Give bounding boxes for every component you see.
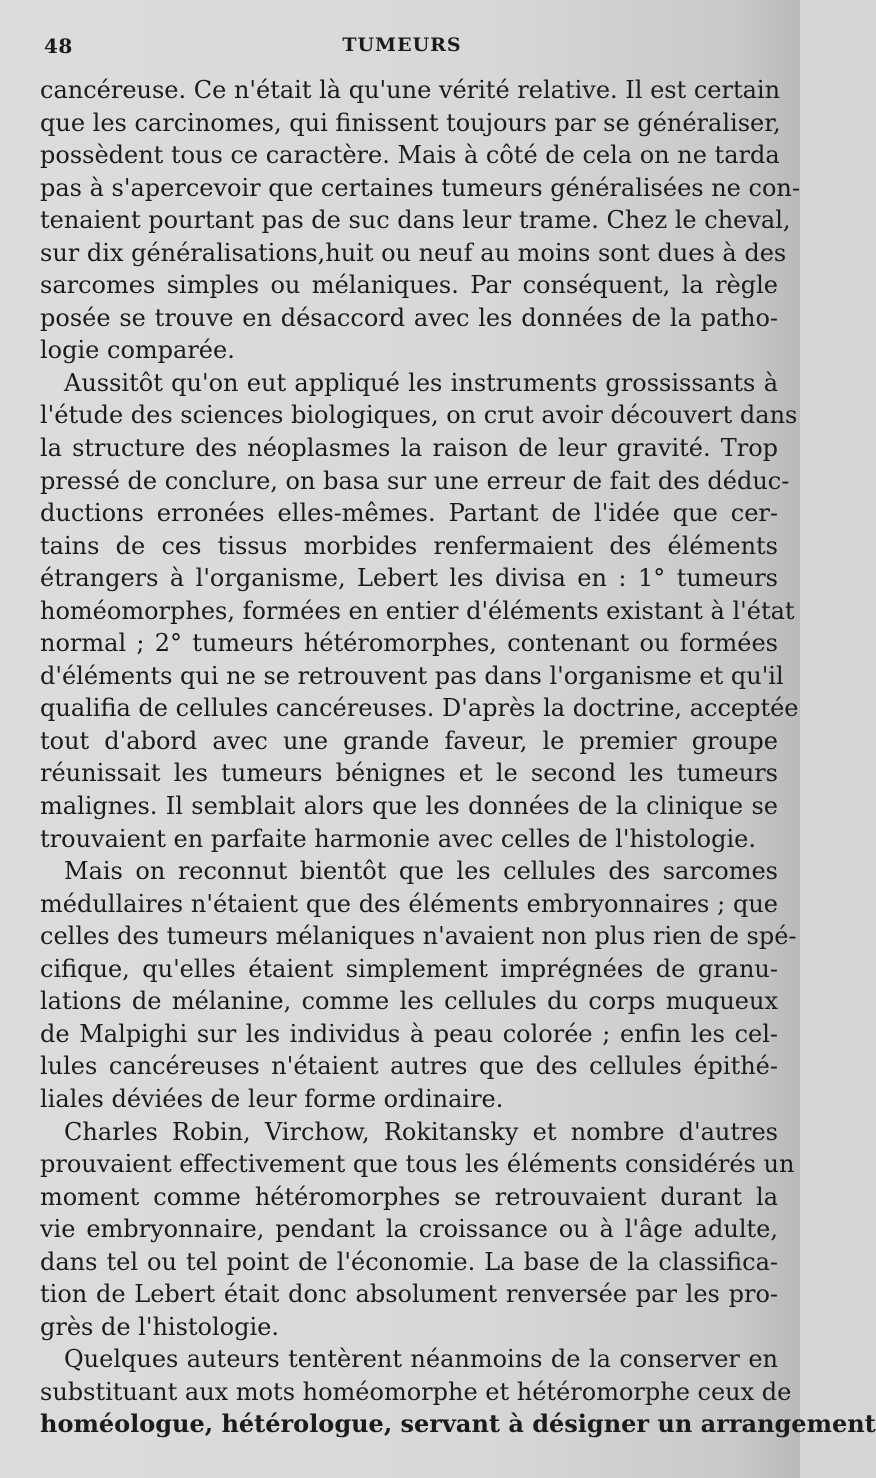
running-title: TUMEURS [342,34,462,56]
text-line: lules cancéreuses n'étaient autres que des cellules épithé- [40,1052,778,1081]
text-line: sur dix généralisations,huit ou neuf au moins sont dues à des [40,238,787,267]
text-line: homéomorphes, formées en entier d'éléments existant à l'état [40,596,795,625]
text-line: Mais on reconnut bientôt que les cellules des sarcomes [64,857,778,886]
text-line: moment comme hétéromorphes se retrouvaient durant la [40,1182,778,1211]
text-line: posée se trouve en désaccord avec les données de la patho- [40,303,778,332]
text-line: d'éléments qui ne se retrouvent pas dans l'organisme et qu'il [40,661,784,690]
text-line: possèdent tous ce caractère. Mais à côté de cela on ne tarda [40,141,780,170]
text-line: cifique, qu'elles étaient simplement imprégnées de granu- [40,954,778,983]
text-line: médullaires n'étaient que des éléments embryonnaires ; que [40,889,778,918]
text-line: vie embryonnaire, pendant la croissance ou à l'âge adulte, [40,1215,778,1244]
bold-term-rest: servant à désigner un arrangement [392,1409,876,1439]
text-line: dans tel ou tel point de l'économie. La base de la classifica- [40,1247,778,1276]
text-line: de Malpighi sur les individus à peau colorée ; enfin les cel- [40,1019,778,1048]
text-line: Aussitôt qu'on eut appliqué les instruments grossissants à [64,368,778,397]
text-line: pressé de conclure, on basa sur une erreur de fait des déduc- [40,466,790,495]
page-number: 48 [44,34,73,58]
text-line: tenaient pourtant pas de suc dans leur trame. Chez le cheval, [40,206,791,235]
text-line: Charles Robin, Virchow, Rokitansky et nombre d'autres [64,1117,778,1146]
text-line: étrangers à l'organisme, Lebert les divisa en : 1° tumeurs [40,564,778,593]
text-line: normal ; 2° tumeurs hétéromorphes, contenant ou formées [40,629,778,658]
text-line: prouvaient effectivement que tous les éléments considérés un [40,1150,795,1179]
text-line: l'étude des sciences biologiques, on crut avoir découvert dans [40,401,798,430]
text-line: tion de Lebert était donc absolument renversée par les pro- [40,1280,778,1309]
text-line: tains de ces tissus morbides renfermaient des éléments [40,531,778,560]
text-line: celles des tumeurs mélaniques n'avaient non plus rien de spé- [40,922,797,951]
text-line: cancéreuse. Ce n'était là qu'une vérité relative. Il est certain [40,76,781,104]
text-line: réunissait les tumeurs bénignes et le second les tumeurs [40,759,778,788]
text-line: malignes. Il semblait alors que les données de la clinique se [40,792,778,821]
text-line: logie comparée. [40,336,235,365]
text-line [40,1408,876,1441]
body-text [40,74,876,1441]
text-line: sarcomes simples ou mélaniques. Par conséquent, la règle [40,271,778,300]
text-line: qualifia de cellules cancéreuses. D'après la doctrine, acceptée [40,694,799,723]
text-line: Quelques auteurs tentèrent néanmoins de la conserver en [64,1345,778,1374]
bold-term: homéologue, hétérologue, [40,1409,393,1439]
text-line: liales déviées de leur forme ordinaire. [40,1084,504,1113]
text-line: pas à s'apercevoir que certaines tumeurs généralisées ne con- [40,173,800,202]
text-line: la structure des néoplasmes la raison de leur gravité. Trop [40,434,778,463]
text-line: substituant aux mots homéomorphe et hétéromorphe ceux de [40,1377,792,1406]
text-line: grès de l'histologie. [40,1312,279,1341]
text-line: lations de mélanine, comme les cellules du corps muqueux [40,987,778,1016]
text-line: ductions erronées elles-mêmes. Partant de l'idée que cer- [40,499,778,528]
text-line: tout d'abord avec une grande faveur, le premier groupe [40,726,778,755]
page-header [44,34,760,64]
text-line: que les carcinomes, qui finissent toujours par se généraliser, [40,108,781,137]
text-line: trouvaient en parfaite harmonie avec celles de l'histologie. [40,824,756,853]
